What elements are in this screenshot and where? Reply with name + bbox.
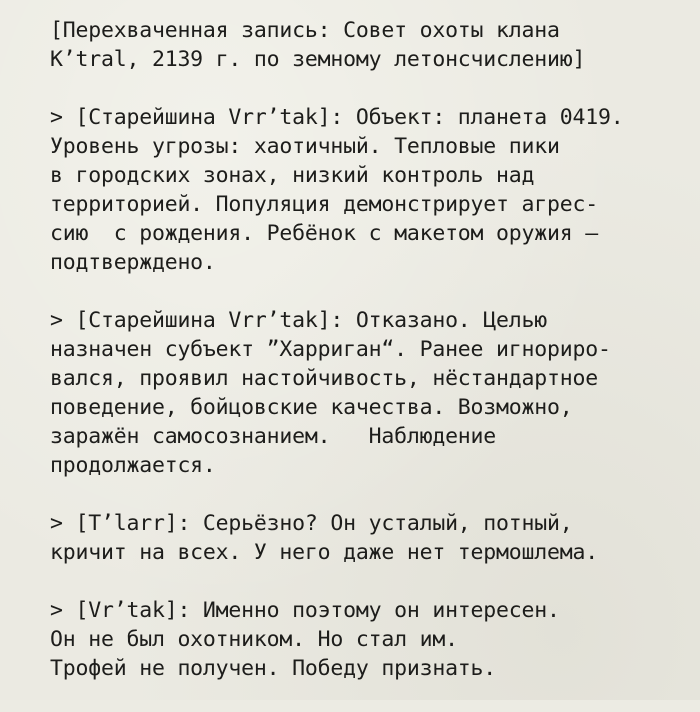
header-line: [Перехваченная запись: Совет охоты клана [50, 18, 560, 43]
entry-line: кричит на всех. У него даже нет термошлема. [50, 540, 598, 565]
entry-line: Трофей не получен. Победу признать. [50, 656, 497, 681]
transcript-document [50, 16, 690, 712]
entry-line: вался, проявил настойчивость, нёстандартное [50, 366, 598, 391]
entry-line: > [Vr’tak]: Именно поэтому он интересен. [50, 598, 560, 623]
entry-line: > [T’larr]: Серьёзно? Он усталый, потный, [50, 511, 573, 536]
header-line: K’tral, 2139 г. по земному летонсчислению] [50, 47, 586, 72]
entry-line: поведение, бойцовские качества. Возможно, [50, 395, 573, 420]
entry-line: в городских зонах, низкий контроль над [50, 163, 535, 188]
entry-line: заражён самосознанием. Наблюдение [50, 424, 497, 449]
entry-line: > [Старейшина Vrr’tak]: Объект: планета 0419. [50, 105, 624, 130]
entry-line: территорией. Популяция демонстрирует агрес- [50, 192, 598, 217]
entry-line: назначен субъект ”Харриган“. Ранее игнориро- [50, 337, 611, 362]
entry-line: Он не был охотником. Но стал им. [50, 627, 458, 652]
entry-line: Уровень угрозы: хаотичный. Тепловые пики [50, 134, 560, 159]
transcript-header [50, 16, 690, 74]
entry-line: подтверждено. [50, 250, 216, 275]
entry-line: > [Старейшина Vrr’tak]: Отказано. Целью [50, 308, 548, 333]
entry-line: продолжается. [50, 453, 216, 478]
transcript-entry-vrrtak-2 [50, 306, 690, 480]
transcript-entry-vrrtak-1 [50, 103, 690, 277]
entry-line: сию с рождения. Ребёнок с макетом оружия — [50, 221, 598, 246]
transcript-entry-vrtak [50, 596, 690, 683]
transcript-entry-tlarr [50, 509, 690, 567]
